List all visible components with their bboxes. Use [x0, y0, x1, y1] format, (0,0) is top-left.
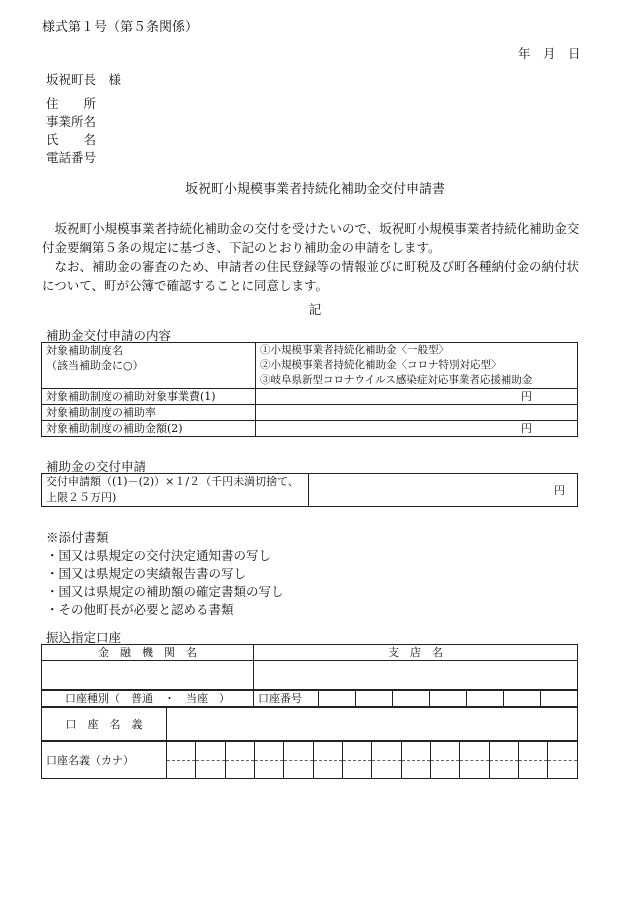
kana-cell[interactable] — [460, 742, 489, 761]
program-name-sublabel: （該当補助金に○） — [46, 359, 144, 372]
kana-cell[interactable] — [372, 760, 401, 779]
applicant-field-phone: 電話番号 — [46, 150, 97, 165]
kana-cell[interactable] — [548, 742, 578, 761]
section1-heading: 補助金交付申請の内容 — [46, 328, 172, 343]
application-amount-table — [41, 473, 578, 507]
page-title: 坂祝町小規模事業者持続化補助金交付申請書 — [184, 182, 445, 197]
addressee: 坂祝町長 様 — [46, 72, 122, 87]
branch-header: 支 店 名 — [254, 645, 578, 661]
account-number-label: 口座番号 — [254, 691, 319, 707]
bank-name-field[interactable] — [42, 661, 254, 690]
form-number: 様式第１号（第５条関係） — [42, 20, 199, 35]
bank-table-top — [41, 644, 578, 690]
subsidy-amount-label: 対象補助制度の補助金額(2) — [42, 421, 256, 437]
kana-cell[interactable] — [167, 742, 196, 761]
account-type-field[interactable]: 口座種別（ 普通 ・ 当座 ） — [42, 691, 254, 707]
body-paragraph-2: なお、補助金の審査のため、申請者の住民登録等の情報並びに町税及び町各種納付金の納付状について、町が公簿で確認することに同意します。 — [42, 259, 580, 293]
account-digit-1[interactable] — [319, 691, 356, 707]
kana-cell[interactable] — [225, 760, 254, 779]
program-option-2[interactable]: ②小規模事業者持続化補助金〈コロナ特別対応型〉 — [260, 359, 502, 371]
account-holder-field[interactable] — [167, 708, 578, 741]
bank-heading: 振込指定口座 — [46, 630, 122, 645]
kana-cell[interactable] — [431, 760, 460, 779]
kana-cell[interactable] — [313, 742, 342, 761]
kana-cell[interactable] — [313, 760, 342, 779]
applicant-field-company: 事業所名 — [46, 114, 97, 129]
attachments-heading: ※添付書類 — [46, 530, 109, 545]
kana-cell[interactable] — [225, 742, 254, 761]
attachment-item-2: ・国又は県規定の実績報告書の写し — [46, 566, 247, 581]
attachments-section — [46, 529, 284, 619]
applicant-field-address: 住 所 — [46, 96, 97, 111]
bank-name-header: 金 融 機 関 名 — [42, 645, 254, 661]
subsidy-rate-field[interactable] — [256, 405, 578, 421]
account-digit-4[interactable] — [430, 691, 467, 707]
section2-heading: 補助金の交付申請 — [46, 459, 147, 474]
date-line: 年 月 日 — [518, 46, 581, 61]
program-options-cell[interactable] — [256, 343, 578, 389]
kana-cell[interactable] — [372, 742, 401, 761]
kana-cell[interactable] — [343, 742, 372, 761]
account-holder-label: 口 座 名 義 — [42, 708, 167, 741]
applicant-field-name: 氏 名 — [46, 132, 97, 147]
program-name-label: 対象補助制度名 — [46, 344, 123, 357]
kana-cell[interactable] — [401, 760, 430, 779]
subsidy-rate-label: 対象補助制度の補助率 — [42, 405, 256, 421]
account-digit-7[interactable] — [541, 691, 578, 707]
kana-cell[interactable] — [196, 760, 225, 779]
account-holder-kana-label: 口座名義（カナ） — [42, 742, 167, 779]
kana-cell[interactable] — [401, 742, 430, 761]
subsidy-amount-field[interactable]: 円 — [256, 421, 578, 437]
account-number-table — [41, 690, 578, 707]
attachment-item-4: ・その他町長が必要と認める書類 — [46, 602, 234, 617]
application-amount-label: 交付申請額（(1)－(2)）×１/２（千円未満切捨て、上限２５万円) — [42, 474, 309, 507]
eligible-cost-field[interactable]: 円 — [256, 389, 578, 405]
account-kana-table — [41, 741, 578, 779]
kana-cell[interactable] — [343, 760, 372, 779]
kana-cell[interactable] — [167, 760, 196, 779]
account-holder-table — [41, 707, 578, 741]
account-digit-5[interactable] — [467, 691, 504, 707]
attachment-item-1: ・国又は県規定の交付決定通知書の写し — [46, 548, 272, 563]
eligible-cost-label: 対象補助制度の補助対象事業費(1) — [42, 389, 256, 405]
kana-cell[interactable] — [489, 742, 518, 761]
account-digit-6[interactable] — [504, 691, 541, 707]
kana-cell[interactable] — [489, 760, 518, 779]
program-name-label-cell — [42, 343, 256, 389]
account-digit-3[interactable] — [393, 691, 430, 707]
application-content-table — [41, 342, 578, 437]
kana-cell[interactable] — [460, 760, 489, 779]
kana-cell[interactable] — [196, 742, 225, 761]
ki-mark: 記 — [308, 302, 322, 317]
program-option-3[interactable]: ③岐阜県新型コロナウイルス感染症対応事業者応援補助金 — [260, 374, 533, 386]
program-option-1[interactable]: ①小規模事業者持続化補助金〈一般型〉 — [260, 344, 449, 356]
kana-cell[interactable] — [284, 742, 313, 761]
kana-cell[interactable] — [519, 760, 548, 779]
account-digit-2[interactable] — [356, 691, 393, 707]
kana-cell[interactable] — [548, 760, 578, 779]
application-amount-field[interactable]: 円 — [309, 474, 578, 507]
kana-cell[interactable] — [284, 760, 313, 779]
body-paragraph-1: 坂祝町小規模事業者持続化補助金の交付を受けたいので、坂祝町小規模事業者持続化補助金交付金要綱第５条の規定に基づき、下記のとおり補助金の申請をします。 — [42, 221, 580, 255]
attachment-item-3: ・国又は県規定の補助額の確定書類の写し — [46, 584, 284, 599]
applicant-fields — [46, 95, 96, 167]
kana-cell[interactable] — [519, 742, 548, 761]
kana-cell[interactable] — [255, 760, 284, 779]
kana-cell[interactable] — [431, 742, 460, 761]
kana-cell[interactable] — [255, 742, 284, 761]
branch-field[interactable] — [254, 661, 578, 690]
